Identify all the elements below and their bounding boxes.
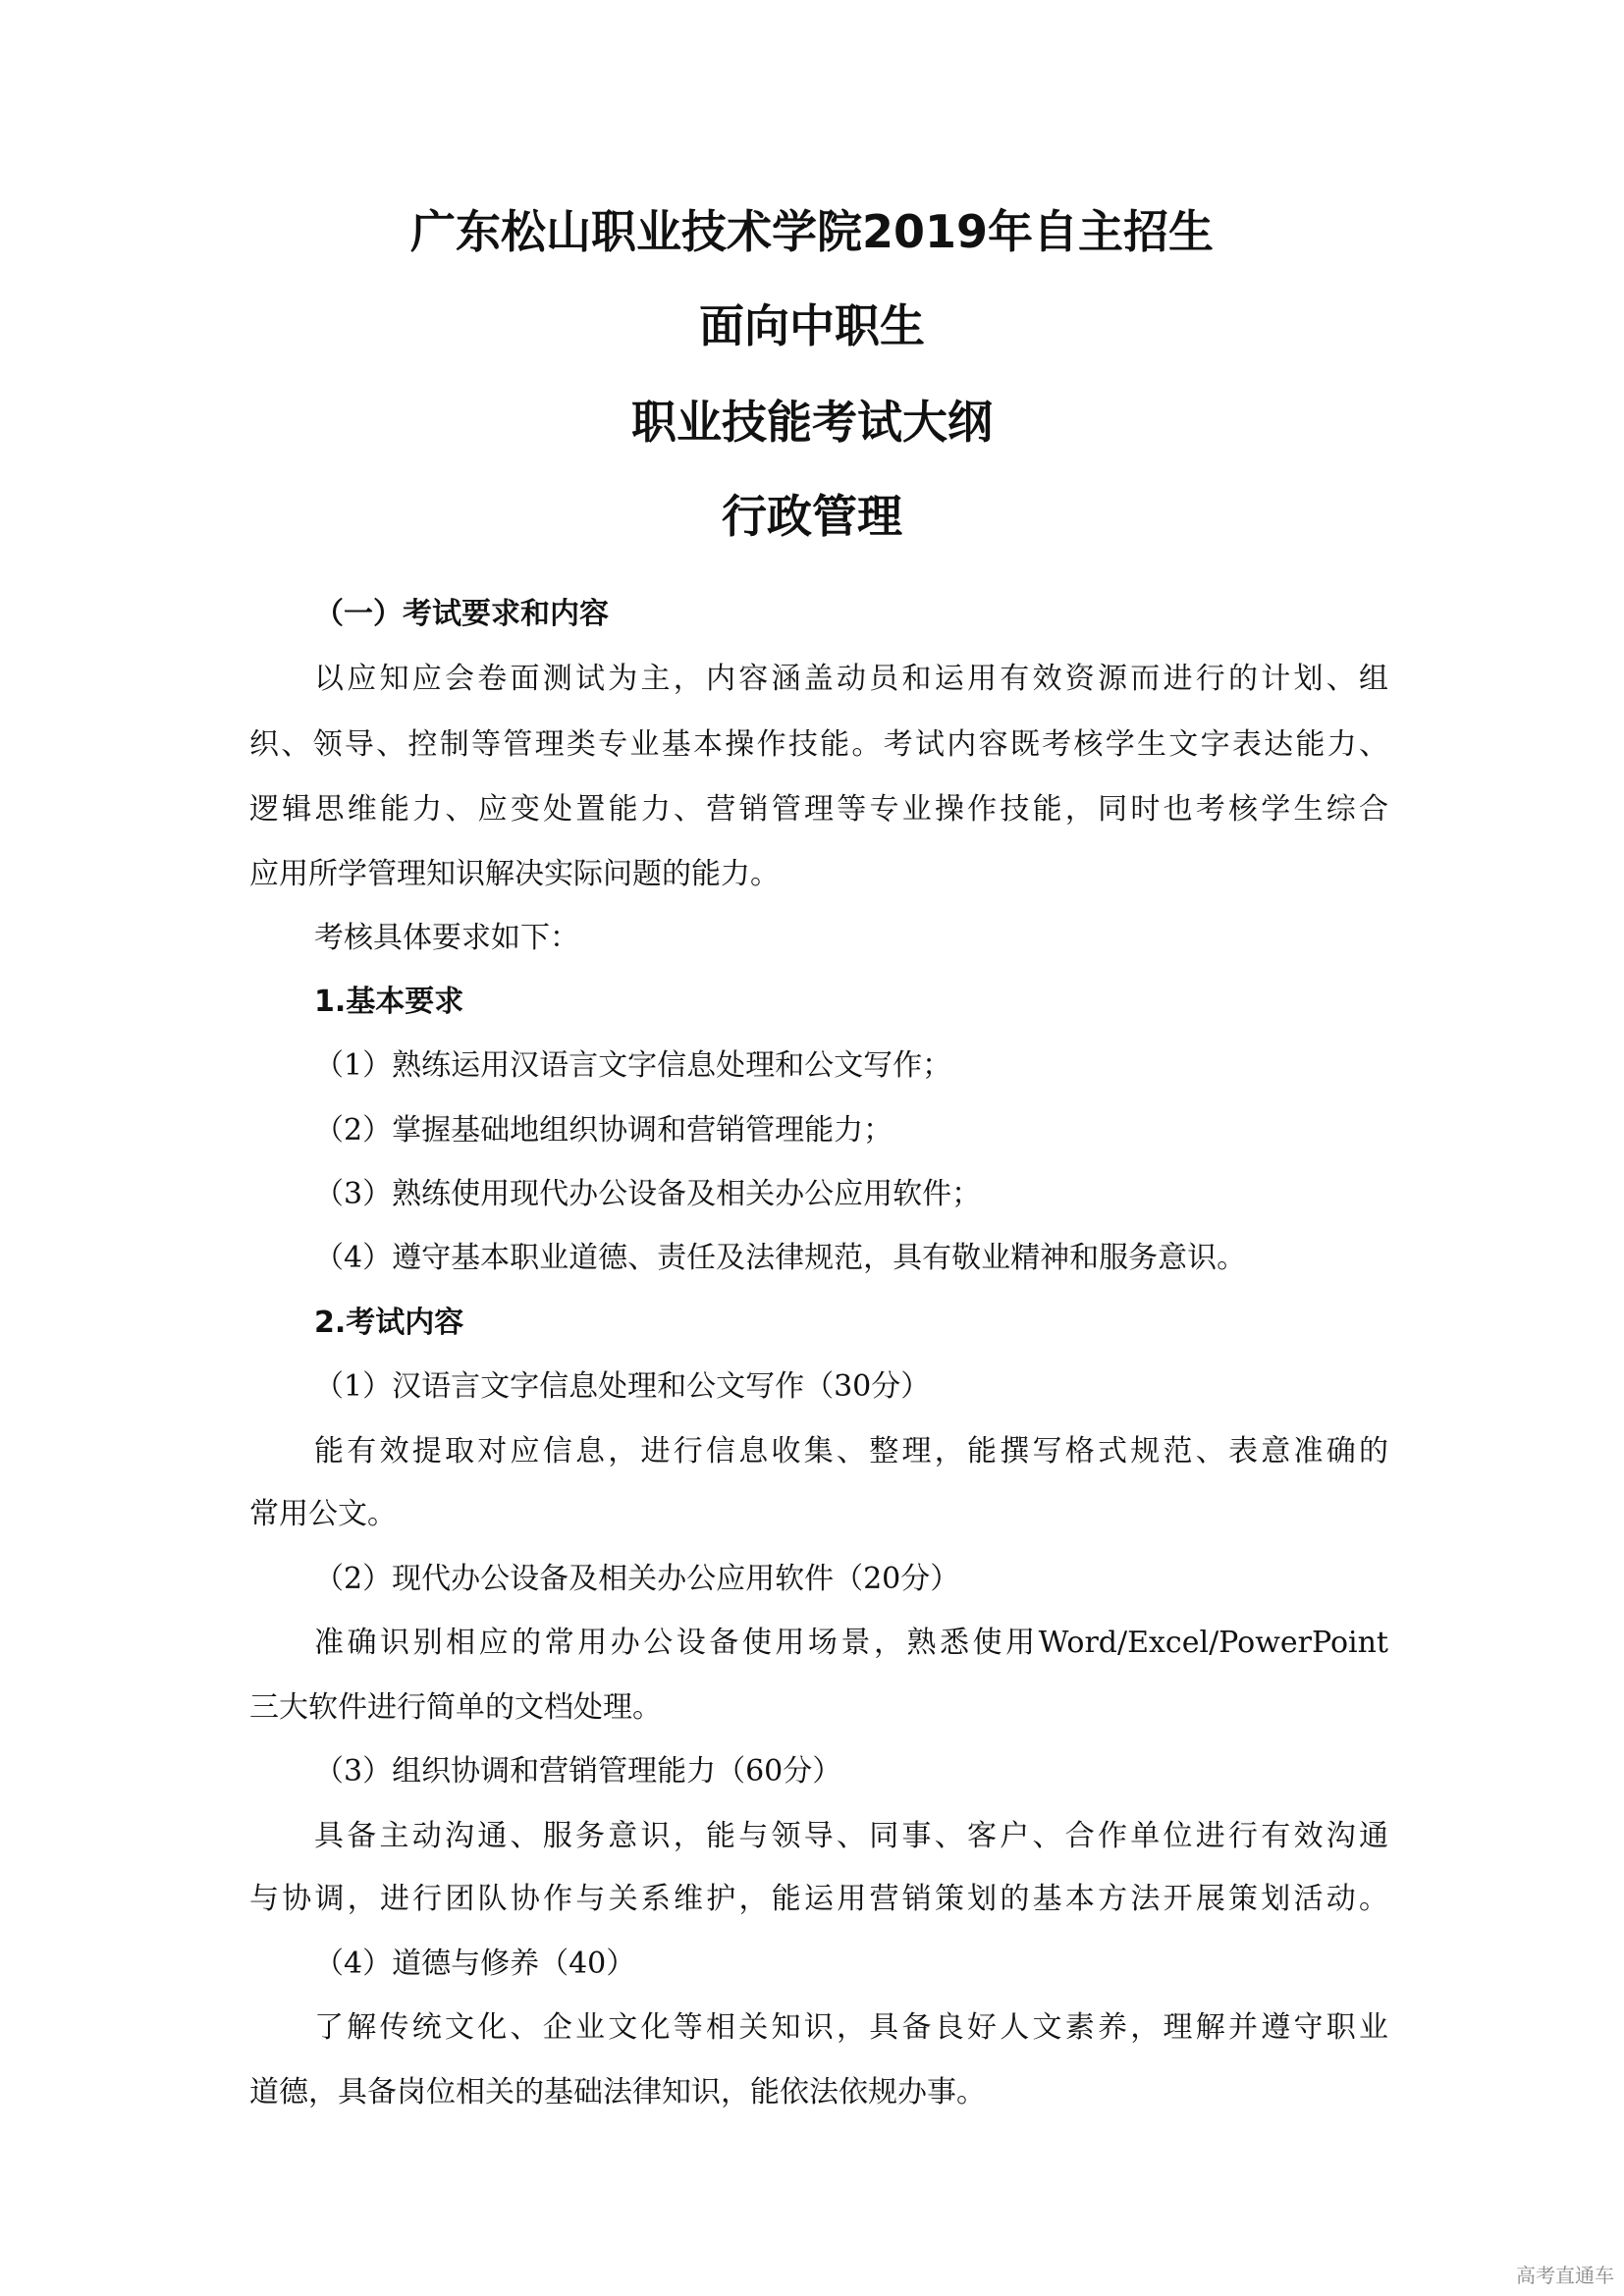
- content-part-title: （2）现代办公设备及相关办公应用软件（20分）: [314, 1562, 960, 1596]
- paragraph-line: 逻辑思维能力、应变处置能力、营销管理等专业操作技能，同时也考核学生综合: [249, 792, 1388, 827]
- requirement-item: （3）熟练使用现代办公设备及相关办公应用软件；: [314, 1177, 982, 1211]
- paragraph-line: 道德，具备岗位相关的基础法律知识，能依法依规办事。: [249, 2075, 986, 2109]
- paragraph-line: 准确识别相应的常用办公设备使用场景，熟悉使用Word/Excel/PowerPoint: [314, 1626, 1388, 1660]
- paragraph-line: 以应知应会卷面测试为主，内容涵盖动员和运用有效资源而进行的计划、组: [314, 662, 1388, 696]
- subsection-heading: 2.考试内容: [314, 1306, 464, 1340]
- requirement-item: （4）遵守基本职业道德、责任及法律规范，具有敬业精神和服务意识。: [314, 1241, 1247, 1275]
- subsection-heading: 1.基本要求: [314, 985, 464, 1019]
- requirements-lead: 考核具体要求如下：: [314, 921, 579, 955]
- paragraph-line: 应用所学管理知识解决实际问题的能力。: [249, 857, 780, 891]
- content-part-title: （1）汉语言文字信息处理和公文写作（30分）: [314, 1369, 931, 1404]
- document-title-line-3: 职业技能考试大纲: [631, 396, 993, 449]
- content-part-title: （4）道德与修养（40）: [314, 1947, 636, 1981]
- section-heading: （一）考试要求和内容: [314, 597, 609, 631]
- document-title-line-4: 行政管理: [722, 490, 902, 543]
- content-part-title: （3）组织协调和营销管理能力（60分）: [314, 1754, 842, 1789]
- paragraph-line: 了解传统文化、企业文化等相关知识，具备良好人文素养，理解并遵守职业: [314, 2010, 1388, 2045]
- paragraph-line: 具备主动沟通、服务意识，能与领导、同事、客户、合作单位进行有效沟通: [314, 1819, 1388, 1853]
- requirement-item: （1）熟练运用汉语言文字信息处理和公文写作；: [314, 1048, 952, 1083]
- document-title-line-2: 面向中职生: [699, 299, 925, 352]
- document-title-line-1: 广东松山职业技术学院2019年自主招生: [409, 205, 1215, 258]
- watermark-text: 高考直通车: [1516, 2264, 1614, 2287]
- requirement-item: （2）掌握基础地组织协调和营销管理能力；: [314, 1113, 893, 1148]
- paragraph-line: 能有效提取对应信息，进行信息收集、整理，能撰写格式规范、表意准确的: [314, 1434, 1388, 1468]
- paragraph-line: 三大软件进行简单的文档处理。: [249, 1690, 662, 1725]
- paragraph-line: 织、领导、控制等管理类专业基本操作技能。考试内容既考核学生文字表达能力、: [249, 727, 1388, 762]
- paragraph-line: 常用公文。: [249, 1497, 397, 1531]
- paragraph-line: 与协调，进行团队协作与关系维护，能运用营销策划的基本方法开展策划活动。: [249, 1882, 1388, 1916]
